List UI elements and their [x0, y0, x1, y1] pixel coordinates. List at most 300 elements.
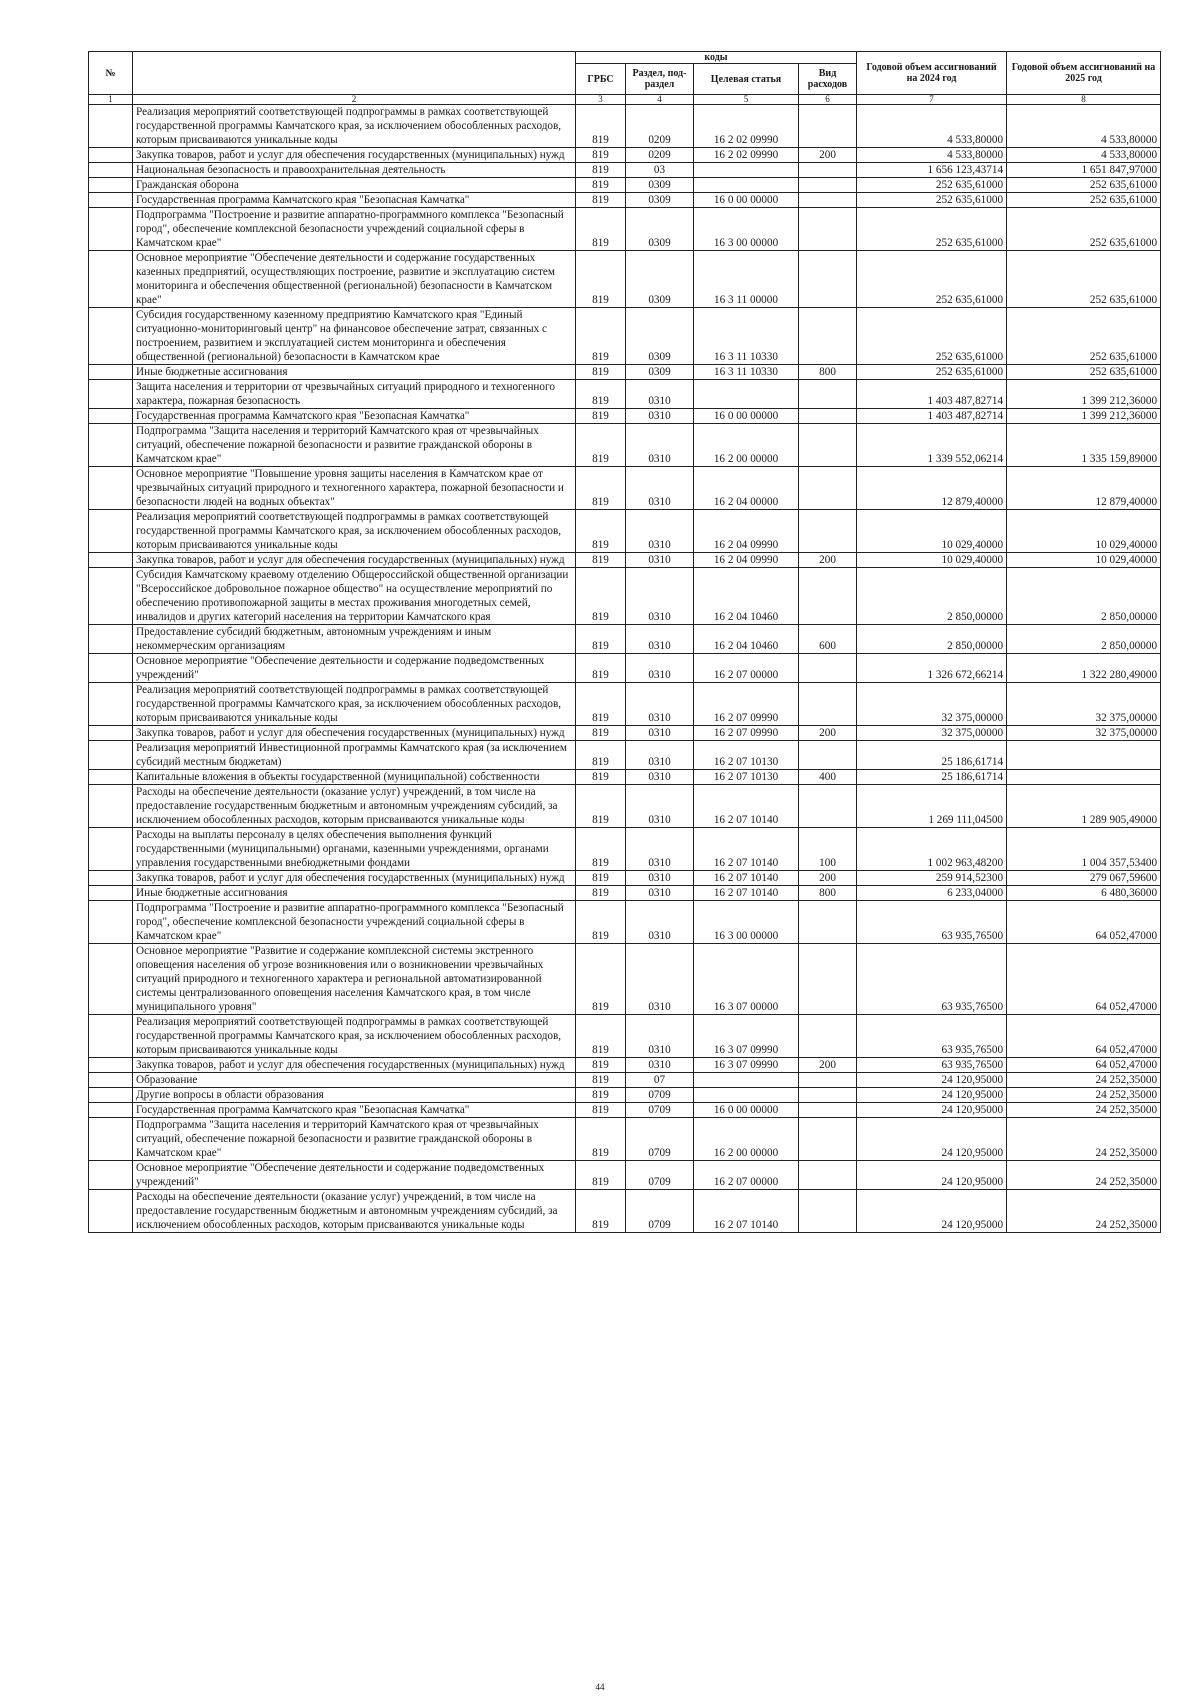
grbs-cell: 819 [576, 654, 626, 683]
target-article-cell: 16 2 07 10140 [694, 1190, 799, 1233]
razdel-cell: 0310 [626, 886, 694, 901]
amount-2025-cell: 1 399 212,36000 [1007, 380, 1161, 409]
target-article-cell: 16 2 00 00000 [694, 424, 799, 467]
grbs-cell: 819 [576, 251, 626, 308]
table-row [89, 308, 1161, 365]
amount-2024-cell: 1 002 963,48200 [857, 828, 1007, 871]
row-name-cell: Гражданская оборона [133, 178, 576, 193]
row-name-cell: Основное мероприятие "Обеспечение деятельности и содержание подведомственных учреждений" [133, 654, 576, 683]
target-article-cell [694, 178, 799, 193]
amount-2025-cell: 252 635,61000 [1007, 365, 1161, 380]
header-no: № [89, 52, 133, 95]
row-name-cell: Государственная программа Камчатского края "Безопасная Камчатка" [133, 193, 576, 208]
amount-2024-cell: 252 635,61000 [857, 308, 1007, 365]
expense-type-cell [799, 1088, 857, 1103]
amount-2024-cell: 1 656 123,43714 [857, 163, 1007, 178]
row-number-cell [89, 467, 133, 510]
row-number-cell [89, 901, 133, 944]
amount-2025-cell: 12 879,40000 [1007, 467, 1161, 510]
amount-2024-cell: 25 186,61714 [857, 770, 1007, 785]
grbs-cell: 819 [576, 1088, 626, 1103]
target-article-cell: 16 3 11 00000 [694, 251, 799, 308]
grbs-cell: 819 [576, 625, 626, 654]
amount-2025-cell: 32 375,00000 [1007, 726, 1161, 741]
target-article-cell: 16 0 00 00000 [694, 1103, 799, 1118]
amount-2024-cell: 24 120,95000 [857, 1073, 1007, 1088]
razdel-cell: 0709 [626, 1088, 694, 1103]
razdel-cell: 0709 [626, 1118, 694, 1161]
row-name-cell: Иные бюджетные ассигнования [133, 886, 576, 901]
expense-type-cell [799, 193, 857, 208]
target-article-cell: 16 3 07 09990 [694, 1058, 799, 1073]
expense-type-cell: 800 [799, 886, 857, 901]
table-row [89, 251, 1161, 308]
grbs-cell: 819 [576, 365, 626, 380]
target-article-cell: 16 2 04 10460 [694, 625, 799, 654]
table-row [89, 553, 1161, 568]
amount-2024-cell: 32 375,00000 [857, 683, 1007, 726]
grbs-cell: 819 [576, 1118, 626, 1161]
header-codes: коды [576, 52, 857, 64]
target-article-cell: 16 2 07 10140 [694, 871, 799, 886]
column-number: 4 [626, 95, 694, 105]
amount-2025-cell: 1 004 357,53400 [1007, 828, 1161, 871]
amount-2024-cell: 63 935,76500 [857, 1058, 1007, 1073]
expense-type-cell [799, 380, 857, 409]
target-article-cell: 16 2 02 09990 [694, 105, 799, 148]
row-number-cell [89, 654, 133, 683]
expense-type-cell [799, 1190, 857, 1233]
amount-2025-cell: 10 029,40000 [1007, 510, 1161, 553]
razdel-cell: 0309 [626, 308, 694, 365]
amount-2024-cell: 63 935,76500 [857, 901, 1007, 944]
expense-type-cell [799, 1103, 857, 1118]
razdel-cell: 0310 [626, 770, 694, 785]
expense-type-cell [799, 163, 857, 178]
target-article-cell: 16 2 07 00000 [694, 654, 799, 683]
amount-2025-cell: 1 322 280,49000 [1007, 654, 1161, 683]
row-name-cell: Закупка товаров, работ и услуг для обеспечения государственных (муниципальных) нужд [133, 1058, 576, 1073]
header-2025: Годовой объем ассигнований на 2025 год [1007, 52, 1161, 95]
table-row [89, 901, 1161, 944]
table-row [89, 828, 1161, 871]
grbs-cell: 819 [576, 409, 626, 424]
grbs-cell: 819 [576, 1058, 626, 1073]
table-row [89, 654, 1161, 683]
column-number: 5 [694, 95, 799, 105]
row-name-cell: Закупка товаров, работ и услуг для обеспечения государственных (муниципальных) нужд [133, 148, 576, 163]
grbs-cell: 819 [576, 828, 626, 871]
expense-type-cell [799, 308, 857, 365]
amount-2025-cell: 64 052,47000 [1007, 944, 1161, 1015]
row-name-cell: Защита населения и территории от чрезвычайных ситуаций природного и техногенного характера, пожарная безопасность [133, 380, 576, 409]
table-row [89, 683, 1161, 726]
row-name-cell: Основное мероприятие "Обеспечение деятельности и содержание государственных казенных предприятий, осуществляющих построение, развитие и эксплуатацию систем мониторинга и обеспечения общественной (региональной) безопасности в Камчатском крае" [133, 251, 576, 308]
row-number-cell [89, 1073, 133, 1088]
target-article-cell: 16 2 04 09990 [694, 553, 799, 568]
target-article-cell [694, 1088, 799, 1103]
row-number-cell [89, 1103, 133, 1118]
amount-2024-cell: 2 850,00000 [857, 568, 1007, 625]
expense-type-cell [799, 1118, 857, 1161]
table-row [89, 726, 1161, 741]
amount-2024-cell: 24 120,95000 [857, 1088, 1007, 1103]
row-number-cell [89, 148, 133, 163]
target-article-cell: 16 0 00 00000 [694, 409, 799, 424]
expense-type-cell [799, 510, 857, 553]
table-row [89, 1058, 1161, 1073]
row-name-cell: Иные бюджетные ассигнования [133, 365, 576, 380]
razdel-cell: 0310 [626, 683, 694, 726]
column-number: 1 [89, 95, 133, 105]
row-number-cell [89, 553, 133, 568]
razdel-cell: 0309 [626, 178, 694, 193]
target-article-cell: 16 2 07 10140 [694, 785, 799, 828]
razdel-cell: 0310 [626, 510, 694, 553]
amount-2025-cell: 252 635,61000 [1007, 193, 1161, 208]
target-article-cell: 16 2 04 10460 [694, 568, 799, 625]
row-name-cell: Расходы на обеспечение деятельности (оказание услуг) учреждений, в том числе на предоставление государственным бюджетным и автономным учреждениям субсидий, за исключением обособленных расходов, которым присваиваются уникальные коды [133, 785, 576, 828]
target-article-cell: 16 2 07 09990 [694, 683, 799, 726]
razdel-cell: 0310 [626, 625, 694, 654]
table-row [89, 1073, 1161, 1088]
expense-type-cell [799, 424, 857, 467]
column-number: 2 [133, 95, 576, 105]
amount-2024-cell: 25 186,61714 [857, 741, 1007, 770]
razdel-cell: 0310 [626, 741, 694, 770]
budget-page [88, 51, 1160, 1233]
amount-2025-cell: 252 635,61000 [1007, 251, 1161, 308]
table-row [89, 886, 1161, 901]
amount-2024-cell: 6 233,04000 [857, 886, 1007, 901]
target-article-cell: 16 2 04 00000 [694, 467, 799, 510]
target-article-cell: 16 3 07 09990 [694, 1015, 799, 1058]
row-name-cell: Реализация мероприятий соответствующей подпрограммы в рамках соответствующей государственной программы Камчатского края, за исключением обособленных расходов, которым присваиваются уникальные коды [133, 105, 576, 148]
header-2024: Годовой объем ассигнований на 2024 год [857, 52, 1007, 95]
row-name-cell: Подпрограмма "Построение и развитие аппаратно-программного комплекса "Безопасный город", обеспечение комплексной безопасности учреждений социальной сферы в Камчатском крае" [133, 901, 576, 944]
razdel-cell: 07 [626, 1073, 694, 1088]
table-row [89, 510, 1161, 553]
grbs-cell: 819 [576, 163, 626, 178]
table-row [89, 741, 1161, 770]
amount-2024-cell: 32 375,00000 [857, 726, 1007, 741]
table-row [89, 871, 1161, 886]
amount-2025-cell: 1 399 212,36000 [1007, 409, 1161, 424]
grbs-cell: 819 [576, 193, 626, 208]
razdel-cell: 0310 [626, 1058, 694, 1073]
amount-2024-cell: 4 533,80000 [857, 105, 1007, 148]
row-name-cell: Расходы на обеспечение деятельности (оказание услуг) учреждений, в том числе на предоставление государственным бюджетным и автономным учреждениям субсидий, за исключением обособленных расходов, которым присваиваются уникальные коды [133, 1190, 576, 1233]
amount-2024-cell: 4 533,80000 [857, 148, 1007, 163]
row-number-cell [89, 944, 133, 1015]
amount-2025-cell: 24 252,35000 [1007, 1103, 1161, 1118]
row-number-cell [89, 1190, 133, 1233]
amount-2025-cell: 279 067,59600 [1007, 871, 1161, 886]
amount-2025-cell: 2 850,00000 [1007, 625, 1161, 654]
amount-2024-cell: 252 635,61000 [857, 208, 1007, 251]
table-row [89, 1015, 1161, 1058]
expense-type-cell [799, 1015, 857, 1058]
expense-type-cell: 200 [799, 148, 857, 163]
row-number-cell [89, 105, 133, 148]
row-number-cell [89, 886, 133, 901]
row-number-cell [89, 163, 133, 178]
grbs-cell: 819 [576, 1073, 626, 1088]
grbs-cell: 819 [576, 944, 626, 1015]
expense-type-cell: 200 [799, 871, 857, 886]
table-row [89, 568, 1161, 625]
table-row [89, 1161, 1161, 1190]
row-number-cell [89, 1161, 133, 1190]
amount-2025-cell: 1 289 905,49000 [1007, 785, 1161, 828]
row-number-cell [89, 251, 133, 308]
row-number-cell [89, 1015, 133, 1058]
razdel-cell: 03 [626, 163, 694, 178]
row-number-cell [89, 770, 133, 785]
razdel-cell: 0310 [626, 380, 694, 409]
razdel-cell: 0310 [626, 654, 694, 683]
row-number-cell [89, 365, 133, 380]
target-article-cell: 16 2 02 09990 [694, 148, 799, 163]
target-article-cell: 16 2 07 10140 [694, 886, 799, 901]
target-article-cell: 16 2 07 10130 [694, 741, 799, 770]
row-number-cell [89, 178, 133, 193]
grbs-cell: 819 [576, 208, 626, 251]
row-number-cell [89, 510, 133, 553]
row-number-cell [89, 871, 133, 886]
expense-type-cell: 400 [799, 770, 857, 785]
header-name [133, 52, 576, 95]
amount-2024-cell: 252 635,61000 [857, 365, 1007, 380]
amount-2025-cell: 64 052,47000 [1007, 1015, 1161, 1058]
grbs-cell: 819 [576, 568, 626, 625]
row-number-cell [89, 1118, 133, 1161]
row-number-cell [89, 193, 133, 208]
razdel-cell: 0309 [626, 193, 694, 208]
table-row [89, 105, 1161, 148]
expense-type-cell [799, 568, 857, 625]
razdel-cell: 0310 [626, 828, 694, 871]
amount-2024-cell: 24 120,95000 [857, 1161, 1007, 1190]
expense-type-cell [799, 1161, 857, 1190]
table-row [89, 770, 1161, 785]
razdel-cell: 0209 [626, 148, 694, 163]
table-row [89, 163, 1161, 178]
table-row [89, 178, 1161, 193]
target-article-cell: 16 0 00 00000 [694, 193, 799, 208]
row-name-cell: Закупка товаров, работ и услуг для обеспечения государственных (муниципальных) нужд [133, 553, 576, 568]
grbs-cell: 819 [576, 148, 626, 163]
row-name-cell: Государственная программа Камчатского края "Безопасная Камчатка" [133, 409, 576, 424]
razdel-cell: 0309 [626, 251, 694, 308]
row-name-cell: Другие вопросы в области образования [133, 1088, 576, 1103]
amount-2024-cell: 24 120,95000 [857, 1103, 1007, 1118]
amount-2025-cell: 24 252,35000 [1007, 1161, 1161, 1190]
expense-type-cell [799, 901, 857, 944]
amount-2025-cell: 252 635,61000 [1007, 208, 1161, 251]
row-name-cell: Субсидия государственному казенному предприятию Камчатского края "Единый ситуационно-мониторинговый центр" на финансовое обеспечение затрат, связанных с построением, развитием и эксплуатацией систем мониторинга и обеспечения общественной (региональной) безопасности в Камчатском крае [133, 308, 576, 365]
row-name-cell: Реализация мероприятий соответствующей подпрограммы в рамках соответствующей государственной программы Камчатского края, за исключением обособленных расходов, которым присваиваются уникальные коды [133, 683, 576, 726]
row-name-cell: Национальная безопасность и правоохранительная деятельность [133, 163, 576, 178]
amount-2025-cell: 2 850,00000 [1007, 568, 1161, 625]
amount-2024-cell: 1 403 487,82714 [857, 409, 1007, 424]
table-row [89, 365, 1161, 380]
row-name-cell: Предоставление субсидий бюджетным, автономным учреждениям и иным некоммерческим организациям [133, 625, 576, 654]
target-article-cell: 16 3 00 00000 [694, 901, 799, 944]
row-number-cell [89, 409, 133, 424]
table-body [89, 105, 1161, 1233]
expense-type-cell [799, 944, 857, 1015]
row-number-cell [89, 380, 133, 409]
razdel-cell: 0310 [626, 424, 694, 467]
grbs-cell: 819 [576, 770, 626, 785]
expense-type-cell [799, 683, 857, 726]
amount-2025-cell [1007, 741, 1161, 770]
amount-2025-cell: 4 533,80000 [1007, 148, 1161, 163]
row-number-cell [89, 1088, 133, 1103]
razdel-cell: 0709 [626, 1161, 694, 1190]
amount-2025-cell: 1 335 159,89000 [1007, 424, 1161, 467]
target-article-cell: 16 2 07 10140 [694, 828, 799, 871]
row-name-cell: Подпрограмма "Защита населения и территорий Камчатского края от чрезвычайных ситуаций, обеспечение пожарной безопасности и развитие гражданской обороны в Камчатском крае" [133, 424, 576, 467]
grbs-cell: 819 [576, 380, 626, 409]
page-number: 44 [595, 1682, 605, 1692]
amount-2024-cell: 259 914,52300 [857, 871, 1007, 886]
amount-2024-cell: 63 935,76500 [857, 1015, 1007, 1058]
row-name-cell: Основное мероприятие "Повышение уровня защиты населения в Камчатском крае от чрезвычайных ситуаций природного и техногенного характера, пожарной безопасности и безопасности людей на водных объектах" [133, 467, 576, 510]
table-row [89, 424, 1161, 467]
expense-type-cell: 200 [799, 1058, 857, 1073]
amount-2024-cell: 1 326 672,66214 [857, 654, 1007, 683]
expense-type-cell [799, 251, 857, 308]
row-name-cell: Основное мероприятие "Обеспечение деятельности и содержание подведомственных учреждений" [133, 1161, 576, 1190]
grbs-cell: 819 [576, 105, 626, 148]
grbs-cell: 819 [576, 1190, 626, 1233]
amount-2025-cell: 64 052,47000 [1007, 1058, 1161, 1073]
target-article-cell: 16 2 04 09990 [694, 510, 799, 553]
amount-2025-cell: 4 533,80000 [1007, 105, 1161, 148]
grbs-cell: 819 [576, 785, 626, 828]
table-row [89, 785, 1161, 828]
table-row [89, 1103, 1161, 1118]
row-number-cell [89, 1058, 133, 1073]
table-row [89, 409, 1161, 424]
razdel-cell: 0709 [626, 1190, 694, 1233]
row-number-cell [89, 208, 133, 251]
table-row [89, 208, 1161, 251]
razdel-cell: 0309 [626, 208, 694, 251]
column-numbers-row [89, 95, 1161, 105]
razdel-cell: 0310 [626, 901, 694, 944]
expense-type-cell [799, 1073, 857, 1088]
column-number: 3 [576, 95, 626, 105]
row-name-cell: Расходы на выплаты персоналу в целях обеспечения выполнения функций государственными (муниципальными) органами, казенными учреждениями, органами управления государственными внебюджетными фондами [133, 828, 576, 871]
table-row [89, 467, 1161, 510]
row-name-cell: Реализация мероприятий Инвестиционной программы Камчатского края (за исключением субсидий местным бюджетам) [133, 741, 576, 770]
row-number-cell [89, 625, 133, 654]
grbs-cell: 819 [576, 683, 626, 726]
expense-type-cell [799, 178, 857, 193]
amount-2024-cell: 252 635,61000 [857, 178, 1007, 193]
expense-type-cell: 600 [799, 625, 857, 654]
amount-2024-cell: 1 339 552,06214 [857, 424, 1007, 467]
header-razdel: Раздел, под-раздел [626, 64, 694, 95]
row-number-cell [89, 683, 133, 726]
header-celevaya: Целевая статья [694, 64, 799, 95]
row-number-cell [89, 828, 133, 871]
razdel-cell: 0310 [626, 944, 694, 1015]
table-row [89, 193, 1161, 208]
target-article-cell: 16 3 11 10330 [694, 308, 799, 365]
row-name-cell: Закупка товаров, работ и услуг для обеспечения государственных (муниципальных) нужд [133, 871, 576, 886]
amount-2025-cell: 10 029,40000 [1007, 553, 1161, 568]
expense-type-cell [799, 654, 857, 683]
amount-2025-cell: 1 651 847,97000 [1007, 163, 1161, 178]
amount-2025-cell: 32 375,00000 [1007, 683, 1161, 726]
amount-2024-cell: 24 120,95000 [857, 1118, 1007, 1161]
grbs-cell: 819 [576, 1103, 626, 1118]
row-name-cell: Реализация мероприятий соответствующей подпрограммы в рамках соответствующей государственной программы Камчатского края, за исключением обособленных расходов, которым присваиваются уникальные коды [133, 510, 576, 553]
target-article-cell: 16 2 00 00000 [694, 1118, 799, 1161]
amount-2024-cell: 10 029,40000 [857, 553, 1007, 568]
amount-2025-cell: 24 252,35000 [1007, 1190, 1161, 1233]
expense-type-cell [799, 105, 857, 148]
expense-type-cell [799, 467, 857, 510]
row-name-cell: Закупка товаров, работ и услуг для обеспечения государственных (муниципальных) нужд [133, 726, 576, 741]
target-article-cell: 16 3 00 00000 [694, 208, 799, 251]
budget-table [88, 51, 1161, 1233]
target-article-cell [694, 380, 799, 409]
amount-2025-cell: 24 252,35000 [1007, 1088, 1161, 1103]
amount-2024-cell: 1 269 111,04500 [857, 785, 1007, 828]
amount-2025-cell: 24 252,35000 [1007, 1073, 1161, 1088]
amount-2024-cell: 63 935,76500 [857, 944, 1007, 1015]
grbs-cell: 819 [576, 308, 626, 365]
table-row [89, 625, 1161, 654]
amount-2024-cell: 10 029,40000 [857, 510, 1007, 553]
grbs-cell: 819 [576, 467, 626, 510]
row-number-cell [89, 785, 133, 828]
expense-type-cell: 100 [799, 828, 857, 871]
table-row [89, 1088, 1161, 1103]
razdel-cell: 0310 [626, 553, 694, 568]
row-name-cell: Образование [133, 1073, 576, 1088]
target-article-cell [694, 1073, 799, 1088]
razdel-cell: 0709 [626, 1103, 694, 1118]
amount-2025-cell [1007, 770, 1161, 785]
amount-2025-cell: 252 635,61000 [1007, 308, 1161, 365]
header-grbs: ГРБС [576, 64, 626, 95]
grbs-cell: 819 [576, 424, 626, 467]
table-row [89, 1118, 1161, 1161]
expense-type-cell [799, 785, 857, 828]
razdel-cell: 0209 [626, 105, 694, 148]
expense-type-cell: 200 [799, 553, 857, 568]
column-number: 7 [857, 95, 1007, 105]
amount-2025-cell: 24 252,35000 [1007, 1118, 1161, 1161]
row-name-cell: Капитальные вложения в объекты государственной (муниципальной) собственности [133, 770, 576, 785]
amount-2024-cell: 12 879,40000 [857, 467, 1007, 510]
grbs-cell: 819 [576, 1015, 626, 1058]
target-article-cell: 16 2 07 00000 [694, 1161, 799, 1190]
table-row [89, 1190, 1161, 1233]
target-article-cell [694, 163, 799, 178]
grbs-cell: 819 [576, 553, 626, 568]
razdel-cell: 0310 [626, 726, 694, 741]
target-article-cell: 16 2 07 09990 [694, 726, 799, 741]
row-number-cell [89, 308, 133, 365]
amount-2024-cell: 252 635,61000 [857, 193, 1007, 208]
